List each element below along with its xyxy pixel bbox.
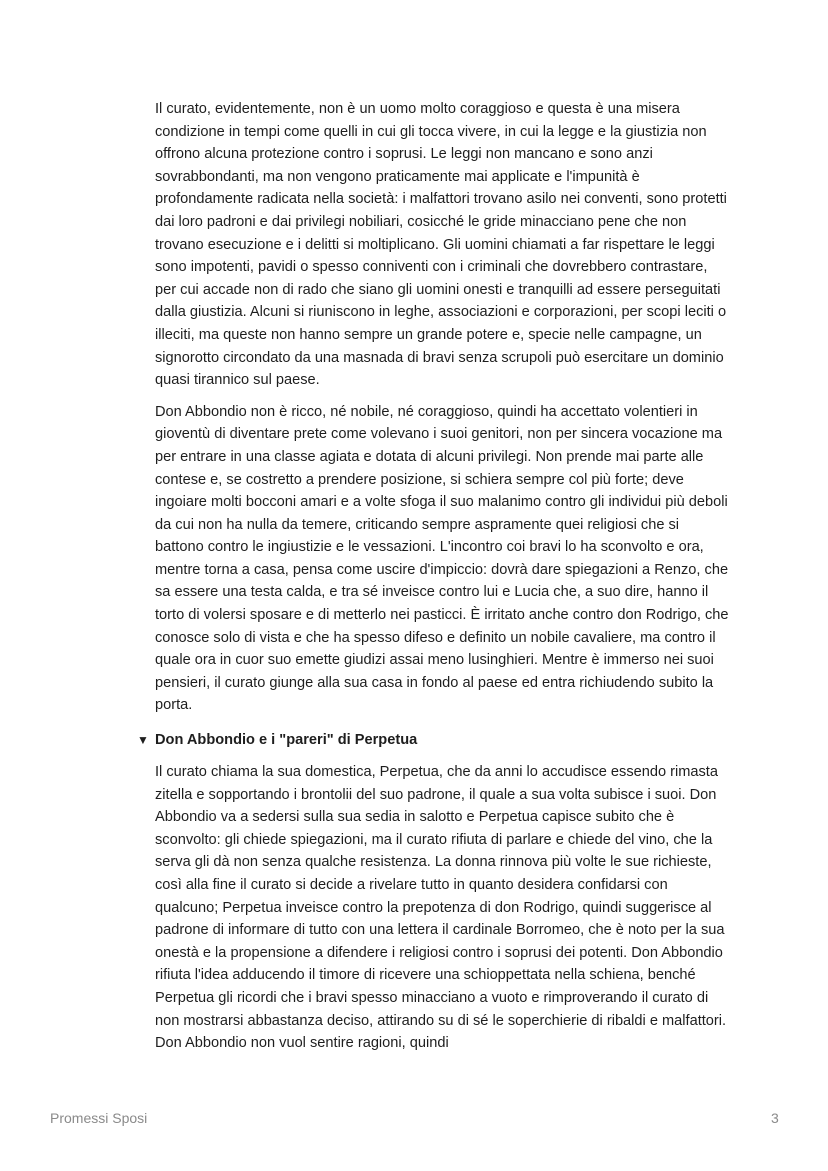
section-title: Don Abbondio e i "pareri" di Perpetua <box>155 732 418 749</box>
section-heading[interactable] <box>137 729 731 751</box>
paragraph: Il curato, evidentemente, non è un uomo molto coraggioso e questa è una misera condizione in tempi come quelli in cui gli tocca vivere, in cui la legge e la giustizia non offrono alcuna protezione contro i soprusi. Le leggi non mancano e sono anzi sovrabbondanti, ma non vengono praticamente mai applicate e l'impunità è profondamente radicata nella società: i malfattori trovano asilo nei conventi, sono protetti dai loro padroni e dai privilegi nobiliari, cosicché le gride minacciano pene che non trovano esecuzione e i delitti si moltiplicano. Gli uomini chiamati a far rispettare le leggi sono impotenti, pavidi o spesso conniventi con i criminali che dovrebbero contrastare, per cui accade non di rado che siano gli uomini onesti e tranquilli ad essere perseguitati dalla giustizia. Alcuni si riuniscono in leghe, associazioni e corporazioni, per scopi leciti o illeciti, ma queste non hanno sempre un grande potere e, specie nelle campagne, un signorotto circondato da una masnada di bravi senza scrupoli può esercitare un dominio quasi tirannico sul paese. <box>155 101 727 389</box>
document-body <box>137 98 731 1064</box>
footer-title: Promessi Sposi <box>50 1110 148 1126</box>
disclosure-triangle-icon[interactable]: ▼ <box>137 733 149 748</box>
page-number: 3 <box>771 1110 779 1126</box>
paragraph: Don Abbondio non è ricco, né nobile, né coraggioso, quindi ha accettato volentieri in gioventù di diventare prete come volevano i suoi genitori, non per sincera vocazione ma per entrare in una classe agiata e dotata di alcuni privilegi. Non prende mai parte alle contese e, se costretto a prendere posizione, si schiera sempre col più forte; deve ingoiare molti bocconi amari e a volte sfoga il suo malanimo contro gli individui più deboli da cui non ha nulla da temere, criticando sempre aspramente quei religiosi che si battono contro le ingiustizie e le vessazioni. L'incontro coi bravi lo ha sconvolto e ora, mentre torna a casa, pensa come uscire d'impiccio: dovrà dare spiegazioni a Renzo, che sa essere una testa calda, e tra sé inveisce contro lui e Lucia che, a suo dire, hanno il torto di volersi sposare e di metterlo nei pasticci. È irritato anche contro don Rodrigo, che conosce solo di vista e che ha spesso difeso e definito un nobile cavaliere, ma contro il quale ora in cuor suo emette giudizi assai meno lusinghieri. Mentre è immerso nei suoi pensieri, il curato giunge alla sua casa in fondo al paese ed entra richiudendo subito la porta. <box>155 403 729 714</box>
paragraph: Il curato chiama la sua domestica, Perpetua, che da anni lo accudisce essendo rimasta zitella e sopportando i brontolii del suo padrone, il quale a sua volta subisce i suoi. Don Abbondio va a sedersi sulla sua sedia in salotto e Perpetua capisce subito che è sconvolto: gli chiede spiegazioni, ma il curato rifiuta di parlare e chiede del vino, che la serva gli dà non senza qualche resistenza. La donna rinnova più volte le sue richieste, così alla fine il curato si decide a rivelare tutto in quanto desidera confidarsi con qualcuno; Perpetua inveisce contro la prepotenza di don Rodrigo, quindi suggerisce al padrone di informare di tutto con una lettera il cardinale Borromeo, che è noto per la sua onestà e la propensione a difendere i religiosi contro i soprusi dei potenti. Don Abbondio rifiuta l'idea adducendo il timore di ricevere una schioppettata nella schiena, benché Perpetua gli ricordi che i bravi spesso minacciano a vuoto e rimproverando il curato di non mostrarsi abbastanza deciso, attirando su di sé le soperchierie di ribaldi e malfattori. Don Abbondio non vuol sentire ragioni, quindi <box>155 764 727 1052</box>
